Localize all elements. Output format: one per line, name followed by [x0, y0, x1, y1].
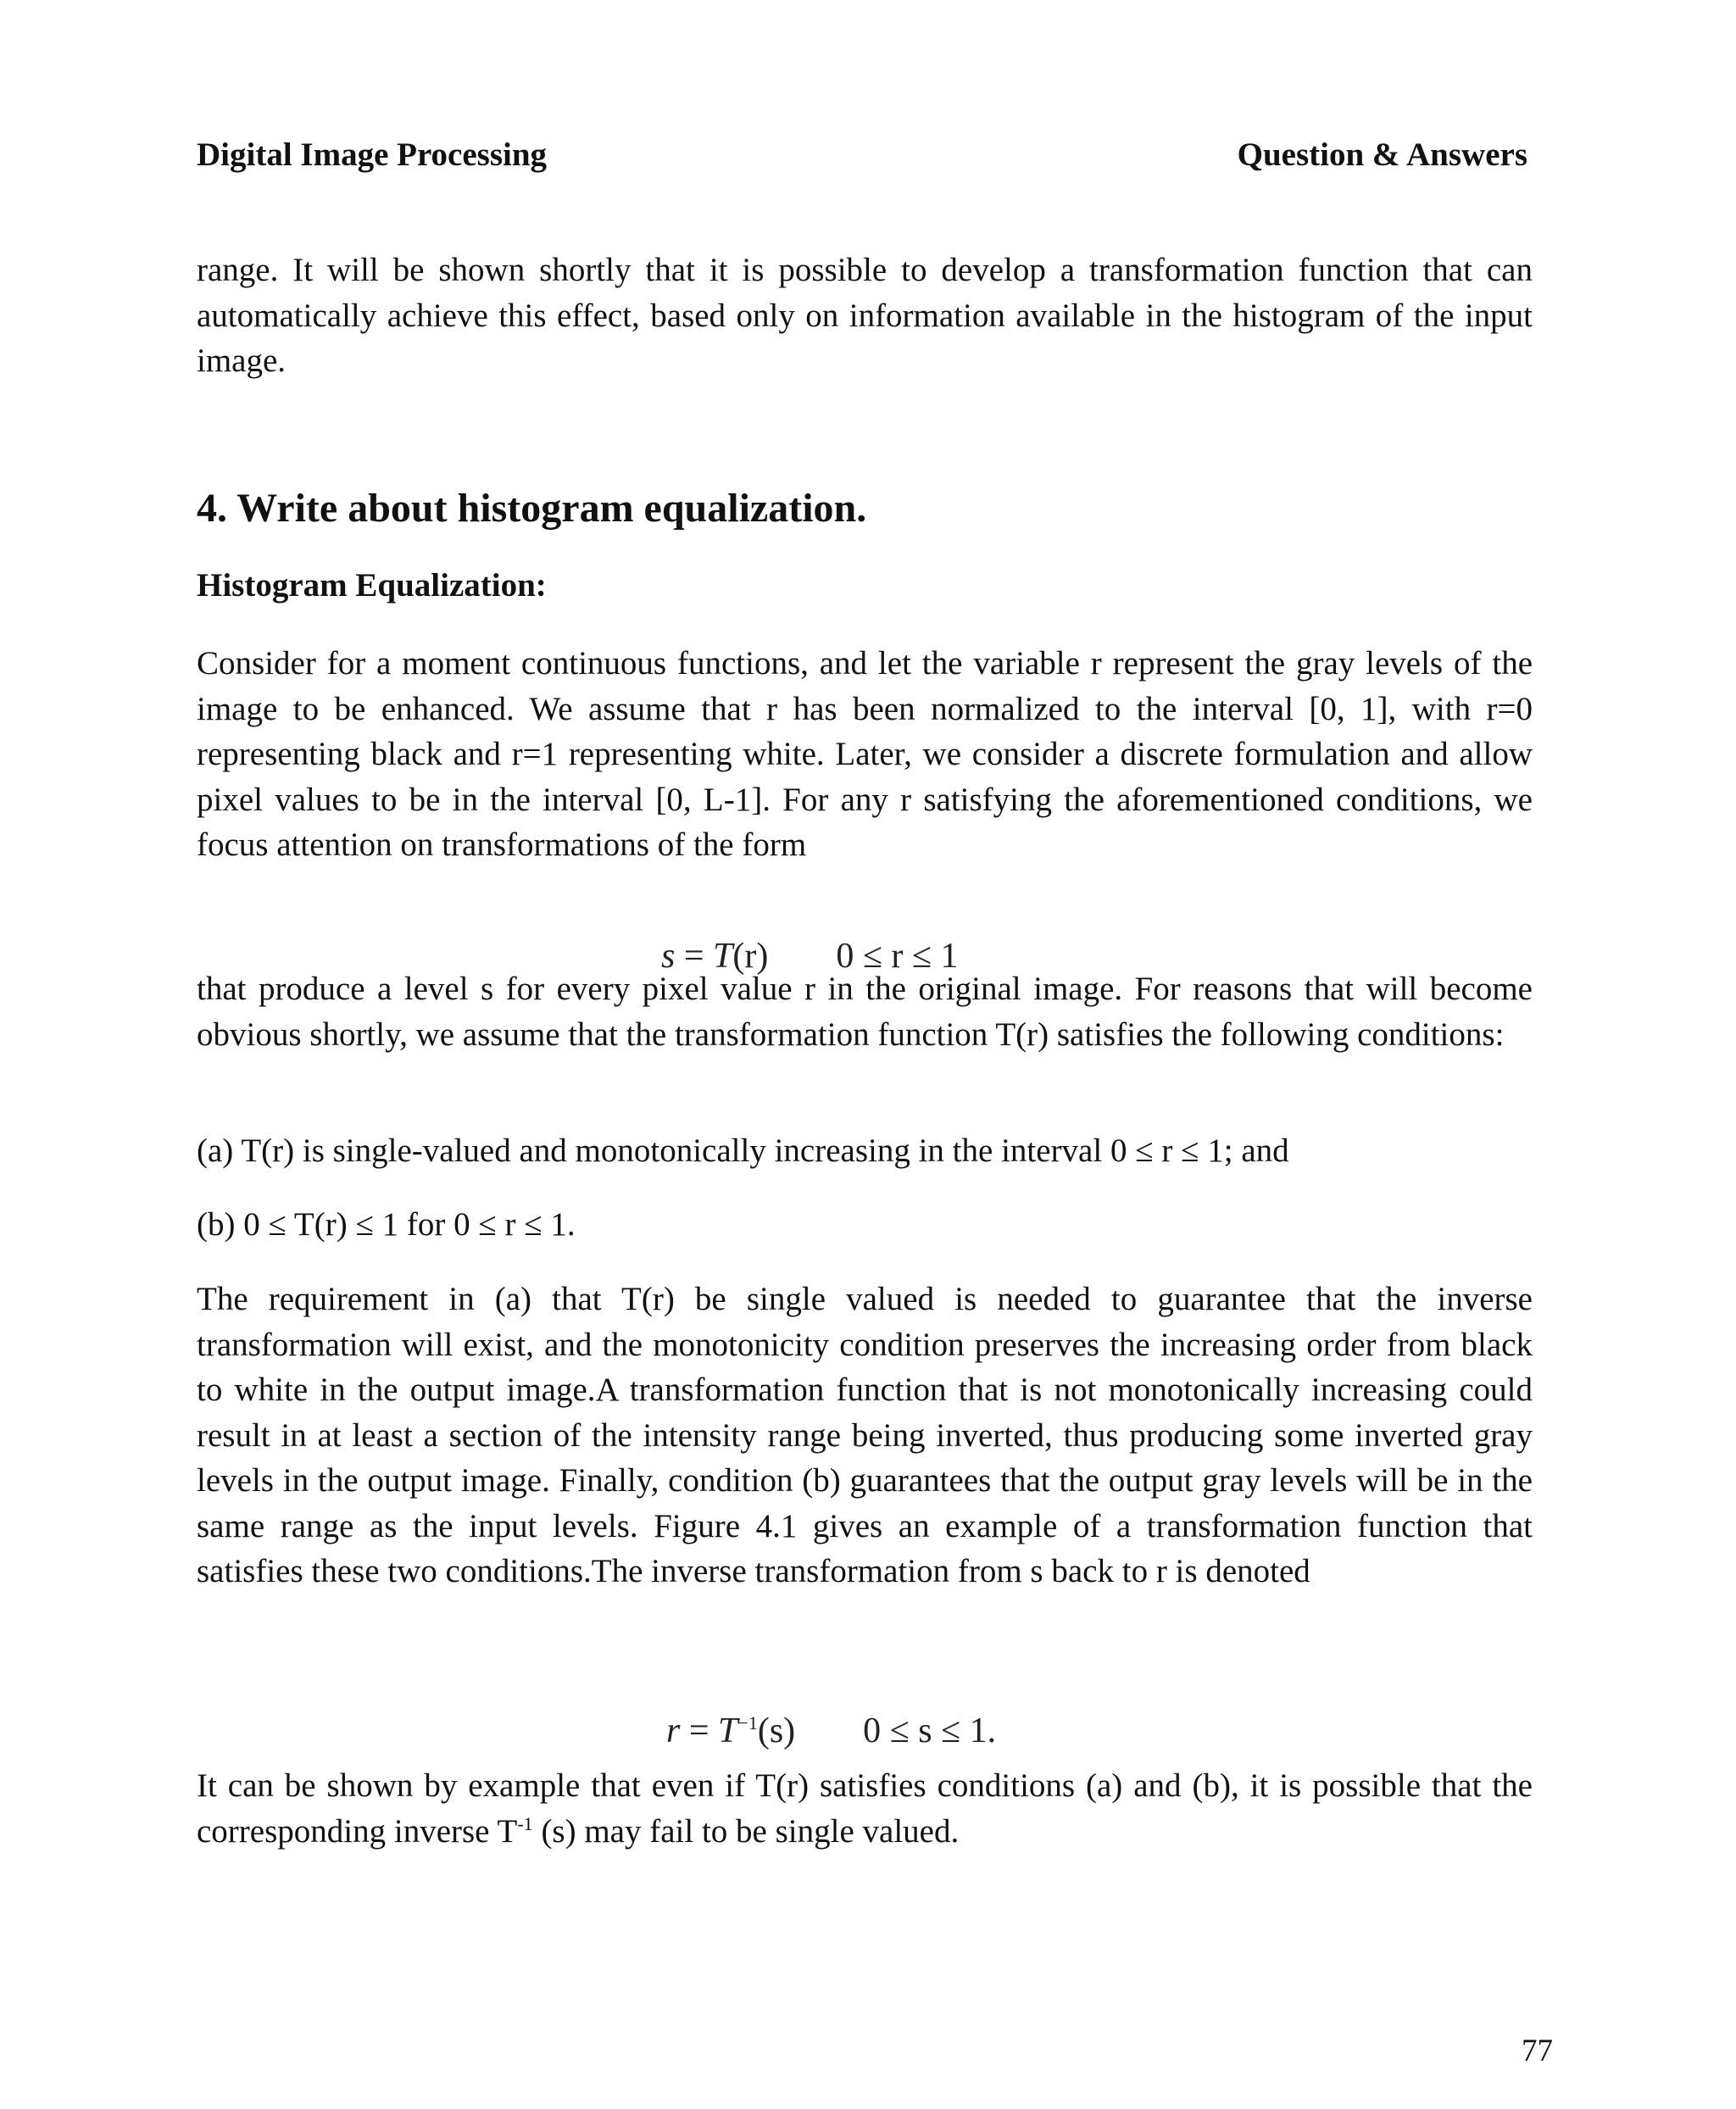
- paragraph-4-after: (s) may fail to be single valued.: [532, 1812, 960, 1850]
- question-heading: 4. Write about histogram equalization.: [197, 486, 867, 531]
- header-title-right: Question & Answers: [1237, 136, 1527, 173]
- formula-2-condition: 0 ≤ s ≤ 1.: [863, 1711, 997, 1750]
- paragraph-requirement: The requirement in (a) that T(r) be single valued is needed to guarantee that the inverse transformation will exist, and the monotonicity condition preserves the increasing order from black to white in the output image.A transformation function that is not monotonically increasing could result in at least a section of the intensity range being inverted, thus producing some inverted gray levels in the output image. Finally, condition (b) guarantees that the output gray levels will be in the same range as the input levels. Figure 4.1 gives an example of a transformation function that satisfies these two conditions.The inverse transformation from s back to r is denoted: [197, 1281, 1533, 1589]
- formula-2-func: T: [718, 1711, 738, 1750]
- formula-1-eq: =: [675, 937, 714, 976]
- paragraph-continuous-functions: Consider for a moment continuous functions, and let the variable r represent the gray levels of the image to be enhanced. We assume that r has been normalized to the interval [0, 1], with r=0 representing black and r=1 representing white. Later, we consider a discrete formulation and allow pixel values to be in the interval [0, L-1]. For any r satisfying the aforementioned conditions, we focus attention on transformations of the form: [197, 645, 1533, 863]
- formula-2-sup: −1: [737, 1712, 758, 1733]
- formula-2-eq: =: [680, 1711, 719, 1750]
- formula-1-lhs: s: [661, 937, 676, 976]
- formula-1-condition: 0 ≤ r ≤ 1: [836, 937, 959, 976]
- page-header: [197, 136, 1527, 174]
- formula-1-func: T: [713, 937, 733, 976]
- intro-paragraph: range. It will be shown shortly that it is possible to develop a transformation function that can automatically achieve this effect, based only on information available in the histogram of the input image.: [197, 252, 1533, 379]
- condition-b: (b) 0 ≤ T(r) ≤ 1 for 0 ≤ r ≤ 1.: [197, 1206, 576, 1243]
- paragraph-4-before: It can be shown by example that even if T(r) satisfies conditions (a) and (b), it is possible that the corresponding inverse T: [197, 1767, 1533, 1850]
- paragraph-conditions-intro: that produce a level s for every pixel value r in the original image. For reasons that will become obvious shortly, we assume that the transformation function T(r) satisfies the following conditions:: [197, 971, 1533, 1053]
- header-title-left: Digital Image Processing: [197, 136, 548, 173]
- formula-2-arg: (s): [757, 1711, 796, 1750]
- formula-2-lhs: r: [666, 1711, 681, 1750]
- paragraph-4-sup: -1: [517, 1812, 533, 1834]
- condition-a: (a) T(r) is single-valued and monotonically increasing in the interval 0 ≤ r ≤ 1; and: [197, 1132, 1289, 1169]
- paragraph-inverse-note: [197, 1763, 1533, 1854]
- section-subheading: Histogram Equalization:: [197, 567, 547, 604]
- formula-1-arg: (r): [732, 937, 769, 976]
- page-number: 77: [1522, 2034, 1553, 2068]
